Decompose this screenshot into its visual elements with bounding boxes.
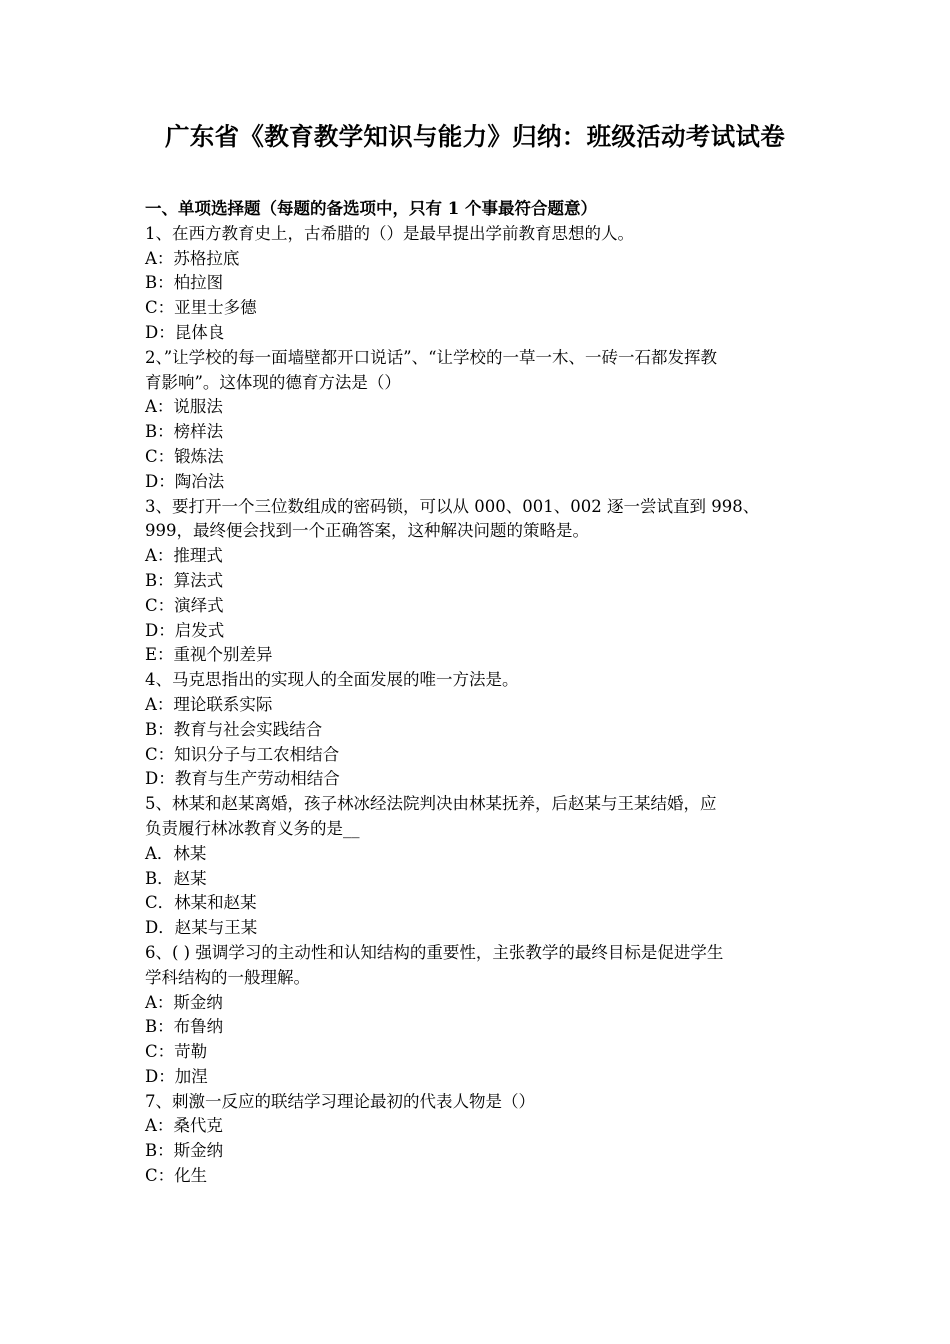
option-c: C：苛勒 <box>145 1042 208 1062</box>
section-heading: 一、单项选择题（每题的备选项中，只有 1 个事最符合题意） <box>145 199 597 218</box>
option-b: B．赵某 <box>145 868 207 888</box>
question-2 <box>145 346 810 495</box>
question-text: 5、林某和赵某离婚，孩子林冰经法院判决由林某抚养，后赵某与王某结婚，应 <box>145 794 717 814</box>
option-a: A：桑代克 <box>145 1116 223 1136</box>
option-d: D：加涅 <box>145 1066 208 1086</box>
question-text: 2、”让学校的每一面墙壁都开口说话”、“让学校的一草一木、一砖一石都发挥教 <box>145 347 718 367</box>
option-b: B：教育与社会实践结合 <box>145 719 323 739</box>
question-7 <box>145 1090 810 1189</box>
option-c: C：亚里士多德 <box>145 298 257 318</box>
option-b: B：斯金纳 <box>145 1141 224 1161</box>
question-text-continued: 负责履行林冰教育义务的是__ <box>145 818 360 838</box>
document-title: 广东省《教育教学知识与能力》归纳：班级活动考试试卷 <box>165 122 785 151</box>
question-text: 1、在西方教育史上，古希腊的（）是最早提出学前教育思想的人。 <box>145 223 634 243</box>
option-d: D：启发式 <box>145 620 225 640</box>
option-a: A：理论联系实际 <box>145 694 273 714</box>
option-e: E：重视个别差异 <box>145 645 273 665</box>
question-text-continued: 育影响”。这体现的德育方法是（） <box>145 372 401 392</box>
question-text: 6、( ) 强调学习的主动性和认知结构的重要性，主张教学的最终目标是促进学生 <box>145 942 724 962</box>
option-a: A：说服法 <box>145 397 223 417</box>
option-b: B：算法式 <box>145 570 224 590</box>
question-text: 3、要打开一个三位数组成的密码锁，可以从 000、001、002 逐一尝试直到 998、 <box>145 496 760 516</box>
option-a: A：斯金纳 <box>145 992 223 1012</box>
option-c: C：化生 <box>145 1166 208 1186</box>
option-d: D：教育与生产劳动相结合 <box>145 769 340 789</box>
document-body <box>145 197 810 1189</box>
question-6 <box>145 941 810 1090</box>
question-1 <box>145 222 810 346</box>
option-d: D．赵某与王某 <box>145 918 258 938</box>
option-d: D：昆体良 <box>145 322 225 342</box>
question-text: 7、刺激一反应的联结学习理论最初的代表人物是（） <box>145 1091 535 1111</box>
question-text-continued: 学科结构的一般理解。 <box>145 967 310 987</box>
option-b: B：榜样法 <box>145 422 224 442</box>
question-3 <box>145 495 810 669</box>
question-text-continued: 999，最终便会找到一个正确答案，这种解决问题的策略是。 <box>145 521 589 541</box>
option-b: B：布鲁纳 <box>145 1017 224 1037</box>
question-4 <box>145 668 810 792</box>
question-5 <box>145 792 810 941</box>
option-a: A：推理式 <box>145 546 223 566</box>
option-c: C：演绎式 <box>145 595 224 615</box>
option-a: A：苏格拉底 <box>145 248 240 268</box>
question-text: 4、马克思指出的实现人的全面发展的唯一方法是。 <box>145 670 519 690</box>
option-c: C．林某和赵某 <box>145 893 257 913</box>
option-c: C：锻炼法 <box>145 446 224 466</box>
option-b: B：柏拉图 <box>145 273 224 293</box>
option-a: A．林某 <box>145 843 207 863</box>
option-d: D：陶冶法 <box>145 471 225 491</box>
option-c: C：知识分子与工农相结合 <box>145 744 340 764</box>
